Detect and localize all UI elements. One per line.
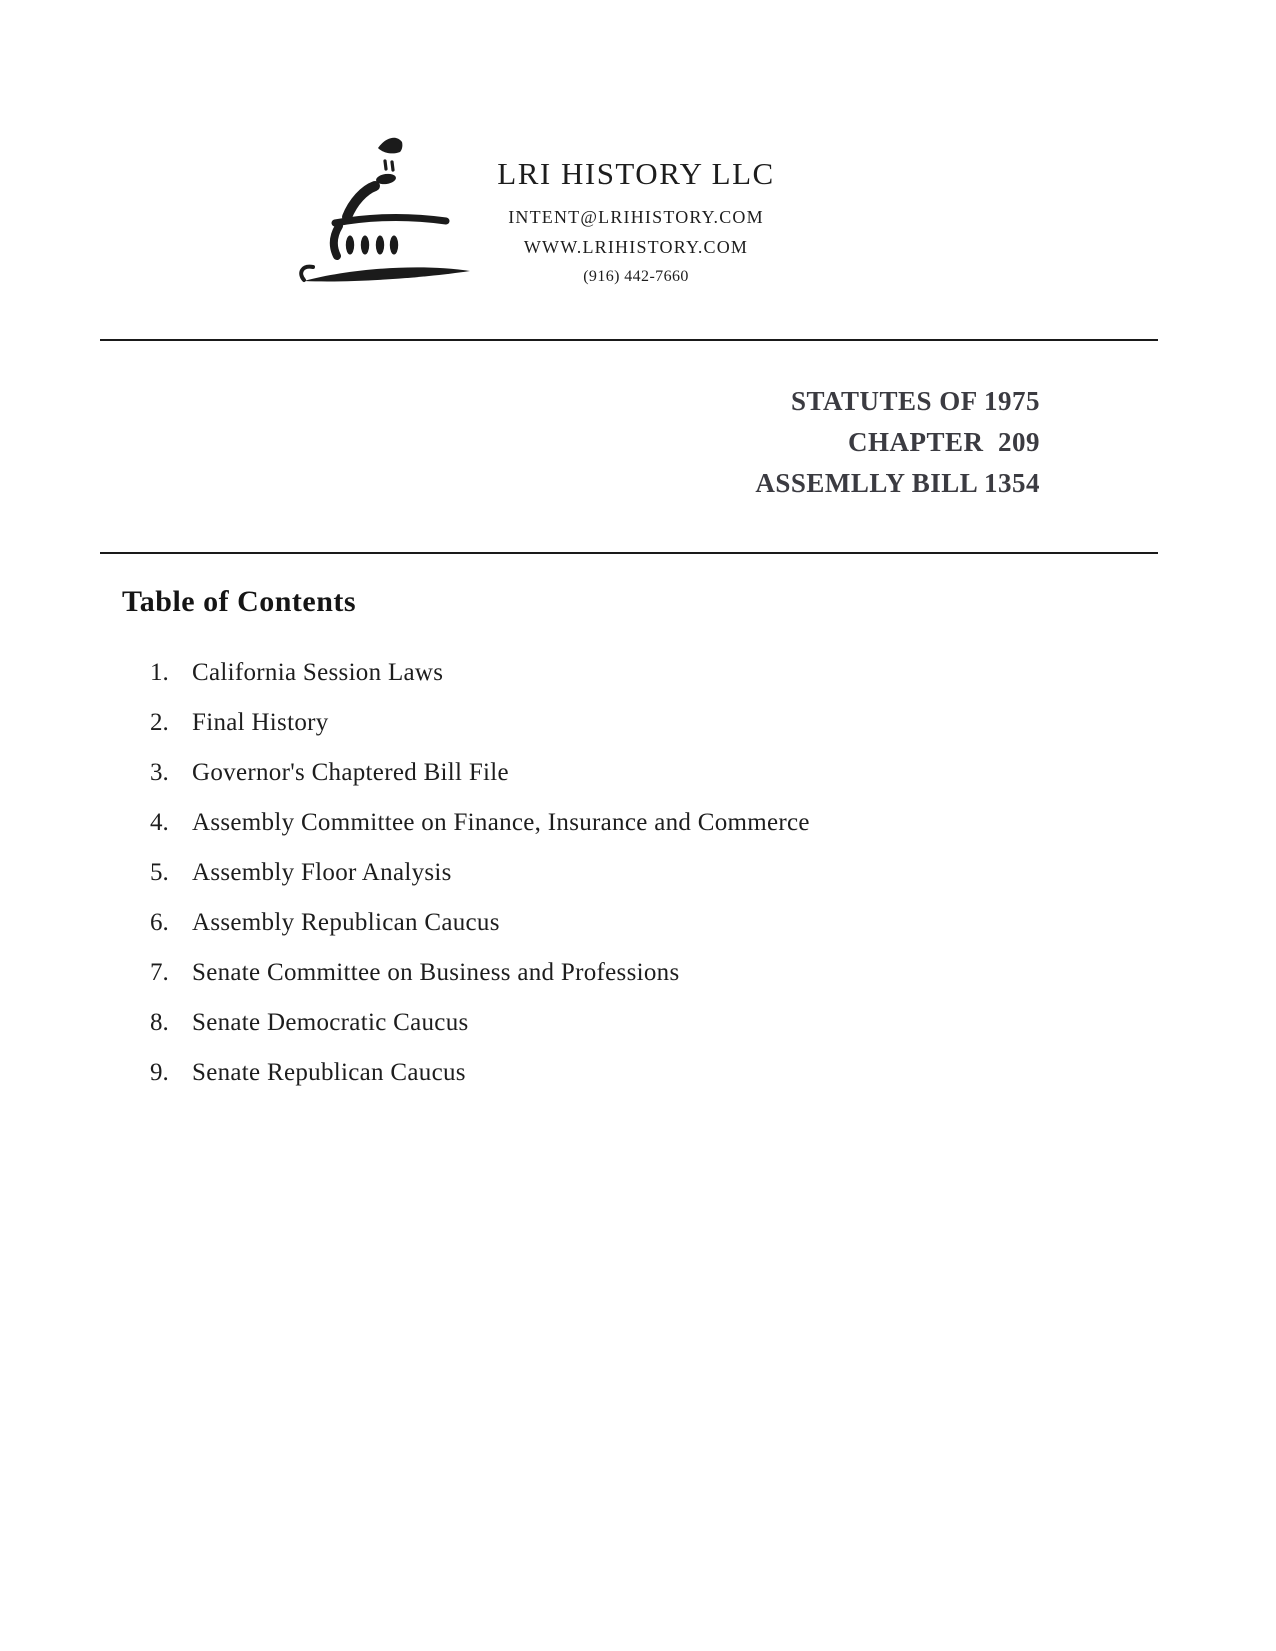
toc-item-number: 4. bbox=[150, 809, 169, 836]
statute-block bbox=[755, 381, 1040, 504]
statute-line-chapter: CHAPTER 209 bbox=[847, 427, 1040, 457]
divider-rule-bottom bbox=[100, 552, 1158, 554]
toc-item-label: Final History bbox=[192, 709, 329, 736]
toc-item-label: California Session Laws bbox=[192, 659, 444, 686]
toc-item-label: Senate Democratic Caucus bbox=[192, 1009, 469, 1036]
letterhead bbox=[448, 156, 824, 287]
toc-item-label: Assembly Floor Analysis bbox=[192, 859, 452, 886]
toc-item bbox=[150, 1048, 1110, 1098]
toc-item-label: Assembly Committee on Finance, Insurance and Commerce bbox=[192, 809, 810, 836]
toc-title: Table of Contents bbox=[122, 585, 357, 618]
statute-line-bill: ASSEMLLY BILL 1354 bbox=[755, 468, 1040, 498]
toc-item-number: 7. bbox=[150, 959, 169, 986]
toc-item-number: 9. bbox=[150, 1059, 169, 1086]
email-text: INTENT@LRIHISTORY.COM bbox=[508, 207, 764, 227]
toc-item-number: 6. bbox=[150, 909, 169, 936]
toc-item-label: Governor's Chaptered Bill File bbox=[192, 759, 509, 786]
toc-item-number: 5. bbox=[150, 859, 169, 886]
toc-item-number: 3. bbox=[150, 759, 169, 786]
divider-rule-top bbox=[100, 339, 1158, 341]
toc-item bbox=[150, 748, 1110, 798]
toc-item bbox=[150, 948, 1110, 998]
phone-text: (916) 442-7660 bbox=[583, 268, 689, 285]
toc-item bbox=[150, 698, 1110, 748]
statute-line-statutes: STATUTES OF 1975 bbox=[790, 386, 1040, 416]
toc-item bbox=[150, 898, 1110, 948]
toc-item bbox=[150, 998, 1110, 1048]
toc-item bbox=[150, 848, 1110, 898]
toc-list bbox=[150, 648, 1110, 1098]
company-name: LRI HISTORY LLC bbox=[497, 156, 775, 191]
toc-item-label: Senate Committee on Business and Professions bbox=[192, 959, 680, 986]
toc-item-label: Senate Republican Caucus bbox=[192, 1059, 466, 1086]
toc-item-number: 8. bbox=[150, 1009, 169, 1036]
toc-item-number: 2. bbox=[150, 709, 169, 736]
toc-item bbox=[150, 798, 1110, 848]
website-text: WWW.LRIHISTORY.COM bbox=[523, 237, 749, 257]
toc-item-number: 1. bbox=[150, 659, 169, 686]
toc-item bbox=[150, 648, 1110, 698]
toc-item-label: Assembly Republican Caucus bbox=[192, 909, 500, 936]
